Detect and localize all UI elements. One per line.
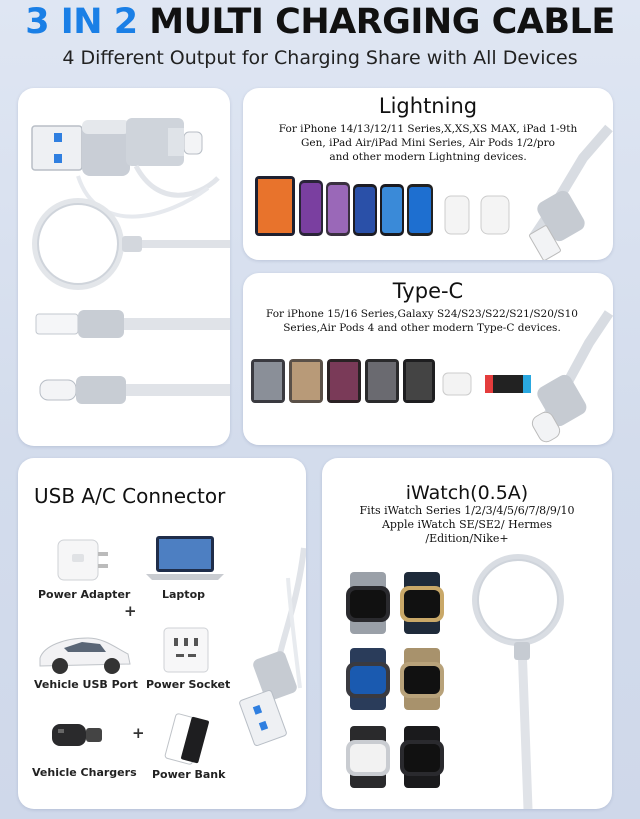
iwatch-devices-image: [322, 458, 612, 809]
lightning-desc-line-2: Gen, iPad Air/iPad Mini Series, Air Pods 1/2/pro: [301, 137, 555, 149]
page-subtitle: 4 Different Output for Charging Share with All Devices: [62, 47, 578, 69]
typec-panel: [243, 273, 613, 445]
lightning-desc-line-3: and other modern Lightning devices.: [329, 151, 527, 163]
iwatch-title: iWatch(0.5A): [405, 482, 529, 504]
typec-desc-line-2: Series,Air Pods 4 and other modern Type-C devices.: [283, 322, 561, 334]
label-vehicle-usb-port: Vehicle USB Port: [34, 678, 138, 691]
page-title: [0, 2, 640, 42]
plus-sign-2: +: [132, 724, 145, 742]
typec-desc-line-1: For iPhone 15/16 Series,Galaxy S24/S23/S22/S21/S20/S10: [265, 308, 578, 320]
lightning-devices-image: [243, 88, 613, 260]
iwatch-panel: [322, 458, 612, 809]
label-laptop: Laptop: [162, 588, 205, 601]
usb-connector-title: USB A/C Connector: [34, 484, 226, 508]
lightning-title: Lightning: [378, 94, 478, 118]
lightning-panel: [243, 88, 613, 260]
iwatch-desc-line-2: Apple iWatch SE/SE2/ Hermes: [381, 518, 553, 531]
typec-title: Type-C: [392, 279, 464, 303]
label-power-adapter: Power Adapter: [38, 588, 131, 601]
usb-a-connector-icon: [18, 88, 230, 446]
title-accent: 3 IN 2: [25, 2, 138, 42]
lightning-desc-line-1: For iPhone 14/13/12/11 Series,X,XS,XS MAX, iPad 1-9th: [278, 123, 578, 135]
iwatch-desc-line-3: /Edition/Nike+: [425, 532, 509, 545]
label-power-socket: Power Socket: [146, 678, 231, 691]
cable-heads-panel: [18, 88, 230, 446]
iwatch-desc-line-1: Fits iWatch Series 1/2/3/4/5/6/7/8/9/10: [359, 504, 575, 517]
usb-connector-panel: [18, 458, 306, 809]
typec-devices-image: [243, 273, 613, 445]
label-vehicle-chargers: Vehicle Chargers: [32, 766, 137, 779]
usb-a-c-connector-image: [18, 458, 306, 809]
title-main: MULTI CHARGING CABLE: [149, 2, 615, 42]
plus-sign-1: +: [124, 602, 137, 620]
label-power-bank: Power Bank: [152, 768, 226, 781]
